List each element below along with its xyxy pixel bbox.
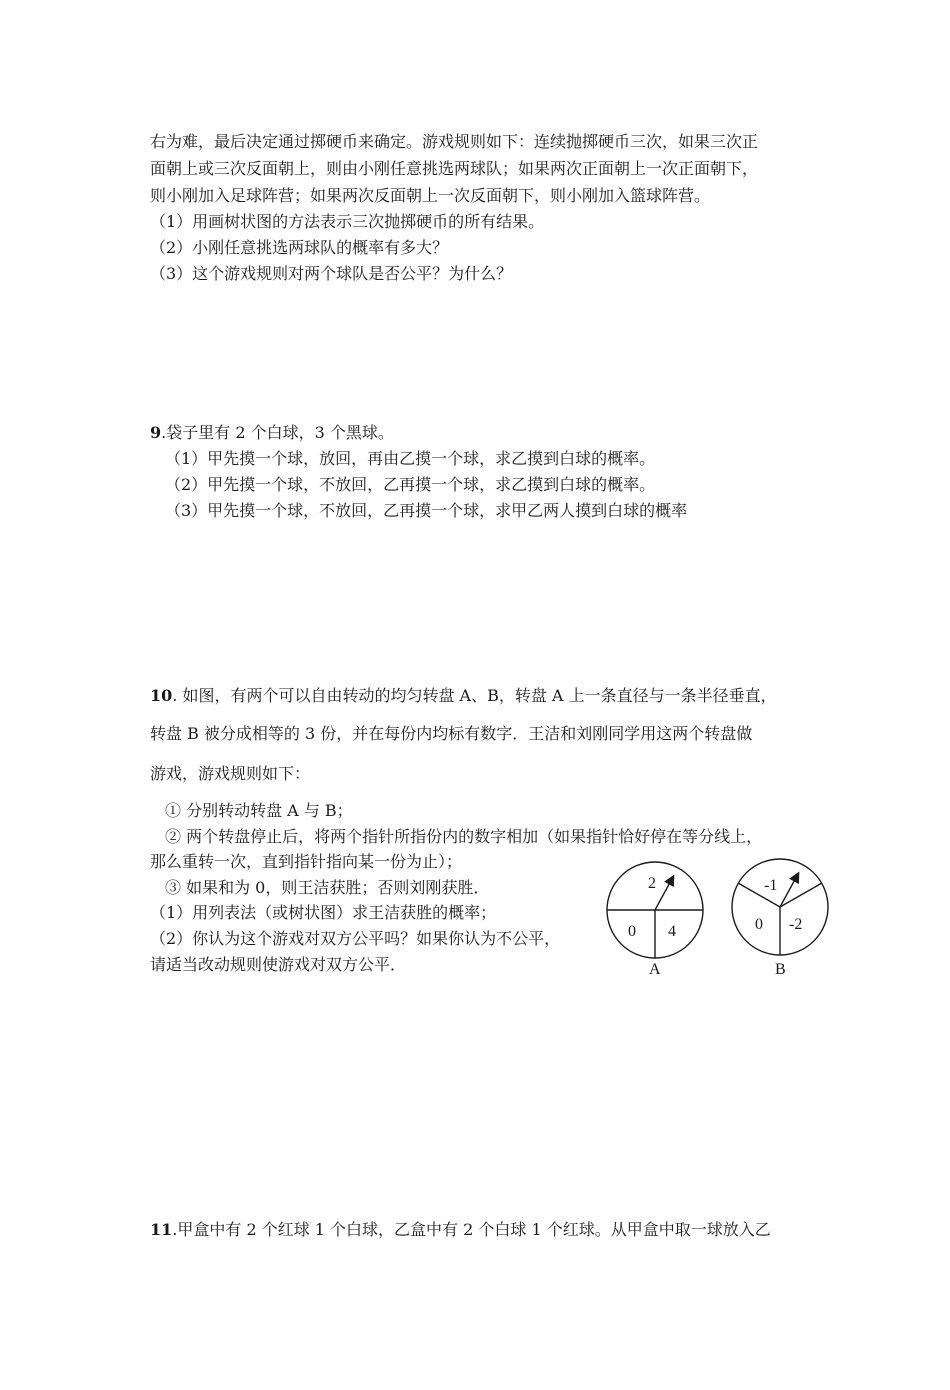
q8-part-3: （3）这个游戏规则对两个球队是否公平？为什么？ <box>150 264 513 283</box>
spinner-a-pointer <box>655 877 673 910</box>
q10-part-2: （2）你认为这个游戏对双方公平吗？如果你认为不公平， <box>150 929 561 948</box>
q11-stem-text: .甲盒中有 2 个红球 1 个白球，乙盒中有 2 个白球 1 个红球。从甲盒中取一球放入乙 <box>172 1220 771 1239</box>
q9-number: 9 <box>150 423 162 442</box>
q10-line-1-text: . 如图，有两个可以自由转动的均匀转盘 A、B，转盘 A 上一条直径与一条半径垂直， <box>172 686 777 705</box>
q10-rule-1: ① 分别转动转盘 A 与 B； <box>165 801 353 820</box>
q8-part-2: （2）小刚任意挑选两球队的概率有多大？ <box>150 238 449 257</box>
q9-stem-text: .袋子里有 2 个白球，3 个黑球。 <box>161 423 394 442</box>
q10-part-1: （1）用列表法（或树状图）求王洁获胜的概率； <box>150 903 497 922</box>
q9-part-3: （3）甲先摸一个球，不放回，乙再摸一个球，求甲乙两人摸到白球的概率 <box>165 501 688 520</box>
spinner-diagram <box>598 855 838 980</box>
q10-rule-2-cont: 那么重转一次，直到指针指向某一份为止）； <box>150 852 463 871</box>
q11-number: 11 <box>150 1220 173 1239</box>
spinner-b-sector-neg2: -2 <box>789 916 803 933</box>
q9-part-2: （2）甲先摸一个球，不放回，乙再摸一个球，求乙摸到白球的概率。 <box>165 475 656 494</box>
spinner-b-label: B <box>775 961 786 978</box>
spinner-a-sector-2: 2 <box>648 875 656 892</box>
spinner-b-sector-neg1: -1 <box>764 877 778 894</box>
spinner-b-sector-0: 0 <box>755 916 763 933</box>
q10-rule-3: ③ 如果和为 0，则王洁获胜；否则刘刚获胜． <box>165 878 490 897</box>
q10-line-3: 游戏，游戏规则如下： <box>150 764 311 783</box>
spinner-a-label: A <box>649 961 661 978</box>
q10-number: 10 <box>150 686 173 705</box>
q11-stem <box>150 1219 771 1241</box>
spinner-b <box>732 859 828 978</box>
q10-line-2: 转盘 B 被分成相等的 3 份，并在每份内均标有数字．王洁和刘刚同学用这两个转盘做 <box>150 724 753 743</box>
q8-line-2: 面朝上或三次反面朝上，则由小刚任意挑选两球队；如果两次正面朝上一次正面朝下， <box>150 159 759 178</box>
q10-part-3: 请适当改动规则使游戏对双方公平． <box>150 955 407 974</box>
q8-part-1: （1）用画树状图的方法表示三次抛掷硬币的所有结果。 <box>150 212 545 231</box>
spinner-a <box>607 862 703 978</box>
q8-line-1: 右为难，最后决定通过掷硬币来确定。游戏规则如下：连续抛掷硬币三次，如果三次正 <box>150 132 759 151</box>
spinner-a-sector-4: 4 <box>668 923 676 940</box>
q10-line-1 <box>150 685 777 707</box>
q10-rule-2: ② 两个转盘停止后，将两个指针所指份内的数字相加（如果指针恰好停在等分线上， <box>165 827 763 846</box>
q9-stem <box>150 422 394 444</box>
q8-line-3: 则小刚加入足球阵营；如果两次反面朝上一次反面朝下，则小刚加入篮球阵营。 <box>150 186 711 205</box>
q9-part-1: （1）甲先摸一个球，放回，再由乙摸一个球，求乙摸到白球的概率。 <box>165 449 656 468</box>
spinner-a-sector-0: 0 <box>628 923 636 940</box>
